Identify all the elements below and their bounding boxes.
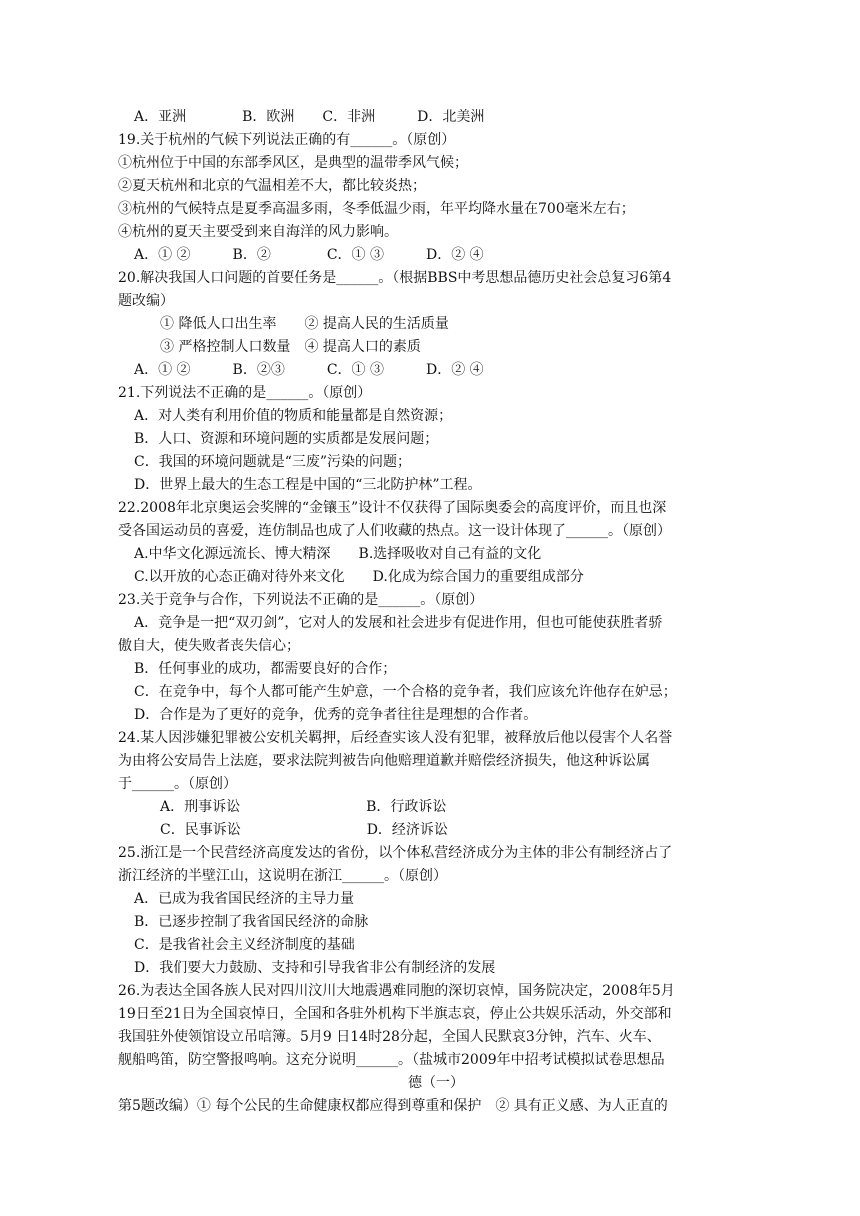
text-line: 浙江经济的半壁江山，这说明在浙江______。（原创） [118,868,447,884]
text-line: ①杭州位于中国的东部季风区，是典型的温带季风气候； [118,155,468,171]
text-line: 德（一） [408,1075,464,1091]
text-line: 受各国运动员的喜爱，连仿制品也成了人们收藏的热点。这一设计体现了______。（原创） [118,523,671,539]
text-line: B．已逐步控制了我省国民经济的命脉 [134,914,369,930]
text-line: ②夏天杭州和北京的气温相差不大，都比较炎热； [118,178,426,194]
text-line: ① 降低人口出生率 ② 提高人民的生活质量 [160,316,449,332]
text-line: B．人口、资源和环境问题的实质都是发展问题； [134,431,439,447]
text-line: C．是我省社会主义经济制度的基础 [134,937,355,953]
text-line: 22.2008年北京奥运会奖牌的“金镶玉”设计不仅获得了国际奥委会的高度评价，而且也深 [118,500,667,516]
text-line: D．我们要大力鼓励、支持和引导我省非公有制经济的发展 [134,960,496,976]
text-line: 于______。（原创） [118,776,237,792]
text-line: 傲自大，使失败者丧失信心； [118,638,300,654]
text-line: A.中华文化源远流长、博大精深 B.选择吸收对自己有益的文化 [134,546,542,562]
text-line: A．竞争是一把“双刃剑”，它对人的发展和社会进步有促进作用，但也可能使获胜者骄 [134,615,663,631]
text-line: B．任何事业的成功，都需要良好的合作； [134,661,397,677]
text-line: 21.下列说法不正确的是______。（原创） [118,385,372,401]
text-line: ③ 严格控制人口数量 ④ 提高人口的素质 [160,339,421,355]
text-line: 25.浙江是一个民营经济高度发达的省份，以个体私营经济成分为主体的非公有制经济占了 [118,845,673,861]
text-line: 第5题改编）① 每个公民的生命健康权都应得到尊重和保护 ② 具有正义感、为人正直的 [118,1098,668,1114]
text-line: 26.为表达全国各族人民对四川汶川大地震遇难同胞的深切哀悼，国务院决定，2008年5月 [118,983,675,999]
text-line: 舰船鸣笛，防空警报鸣响。这充分说明______。（盐城市2009年中招考试模拟试卷思想品 [118,1052,665,1068]
text-line: D．合作是为了更好的竞争，优秀的竞争者往往是理想的合作者。 [134,707,538,723]
text-line: C.以开放的心态正确对待外来文化 D.化成为综合国力的重要组成部分 [134,569,584,585]
text-line: A．对人类有利用价值的物质和能量都是自然资源； [134,408,453,424]
text-line: 19.关于杭州的气候下列说法正确的有______。（原创） [118,132,456,148]
text-line: 题改编） [118,293,174,309]
text-line: 20.解决我国人口问题的首要任务是______。（根据BBS中考思想品德历史社会总复习6第4 [118,270,672,286]
text-line: A．① ② B．② C．① ③ D．② ④ [134,247,484,263]
text-line: C．民事诉讼 D．经济诉讼 [160,822,448,838]
text-line: 24.某人因涉嫌犯罪被公安机关羁押，后经查实该人没有犯罪，被释放后他以侵害个人名誉 [118,730,673,746]
text-line: 我国驻外使领馆设立吊唁簿。5月9 日14时28分起，全国人民默哀3分钟，汽车、火车、 [118,1029,661,1045]
text-line: A．亚洲 B．欧洲 C．非洲 D．北美洲 [134,109,485,125]
text-line: A．刑事诉讼 B．行政诉讼 [160,799,447,815]
text-line: C．在竞争中，每个人都可能产生妒意，一个合格的竞争者，我们应该允许他存在妒忌； [134,684,677,700]
text-line: C．我国的环境问题就是“三废”污染的问题； [134,454,412,470]
text-line: 为由将公安局告上法庭，要求法院判被告向他赔理道歉并赔偿经济损失，他这种诉讼属 [118,753,650,769]
text-line: D．世界上最大的生态工程是中国的“三北防护林”工程。 [134,477,482,493]
text-line: ③杭州的气候特点是夏季高温多雨，冬季低温少雨，年平均降水量在700毫米左右； [118,201,635,217]
text-line: 23.关于竞争与合作，下列说法不正确的是______。（原创） [118,592,484,608]
text-line: 19日至21日为全国哀悼日，全国和各驻外机构下半旗志哀，停止公共娱乐活动，外交部和 [118,1006,672,1022]
text-line: A．① ② B．②③ C．① ③ D．② ④ [134,362,484,378]
text-line: A．已成为我省国民经济的主导力量 [134,891,355,907]
text-line: ④杭州的夏天主要受到来自海洋的风力影响。 [118,224,398,240]
